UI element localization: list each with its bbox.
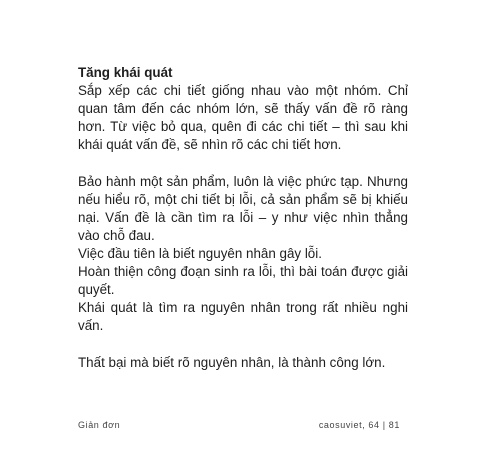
- footer-page-number: caosuviet, 64 | 81: [318, 420, 400, 430]
- paragraph-5: Khái quát là tìm ra nguyên nhân trong rất nhiều nghi vấn.: [78, 300, 408, 334]
- paragraph-4: Hoàn thiện công đoạn sinh ra lỗi, thì bài toán được giải quyết.: [78, 264, 408, 298]
- paragraph-spacer: [78, 154, 408, 172]
- paragraph-spacer: [78, 335, 408, 353]
- paragraph-2: Bảo hành một sản phẩm, luôn là việc phức tạp. Nhưng nếu hiểu rõ, một chi tiết bị lỗi, cả sản phẩm sẽ bị khiếu nại. Vấn đề là cần tìm ra lỗi – y như việc nhìn thẳng vào chỗ đau.: [78, 173, 408, 243]
- paragraph-1: Sắp xếp các chi tiết giống nhau vào một nhóm. Chỉ quan tâm đến các nhóm lớn, sẽ thấy vấn đề rõ ràng hơn. Từ việc bỏ qua, quên đi các chi tiết – thì sau khi khái quát vấn đề, sẽ nhìn rõ các chi tiết hơn.: [78, 83, 408, 153]
- section-heading: Tăng khái quát: [78, 65, 173, 80]
- footer-book-title: Giản đơn: [78, 420, 121, 430]
- paragraph-6: Thất bại mà biết rõ nguyên nhân, là thành công lớn.: [78, 354, 386, 370]
- page-content: [78, 64, 408, 372]
- paragraph-3: Việc đầu tiên là biết nguyên nhân gây lỗi.: [78, 245, 322, 261]
